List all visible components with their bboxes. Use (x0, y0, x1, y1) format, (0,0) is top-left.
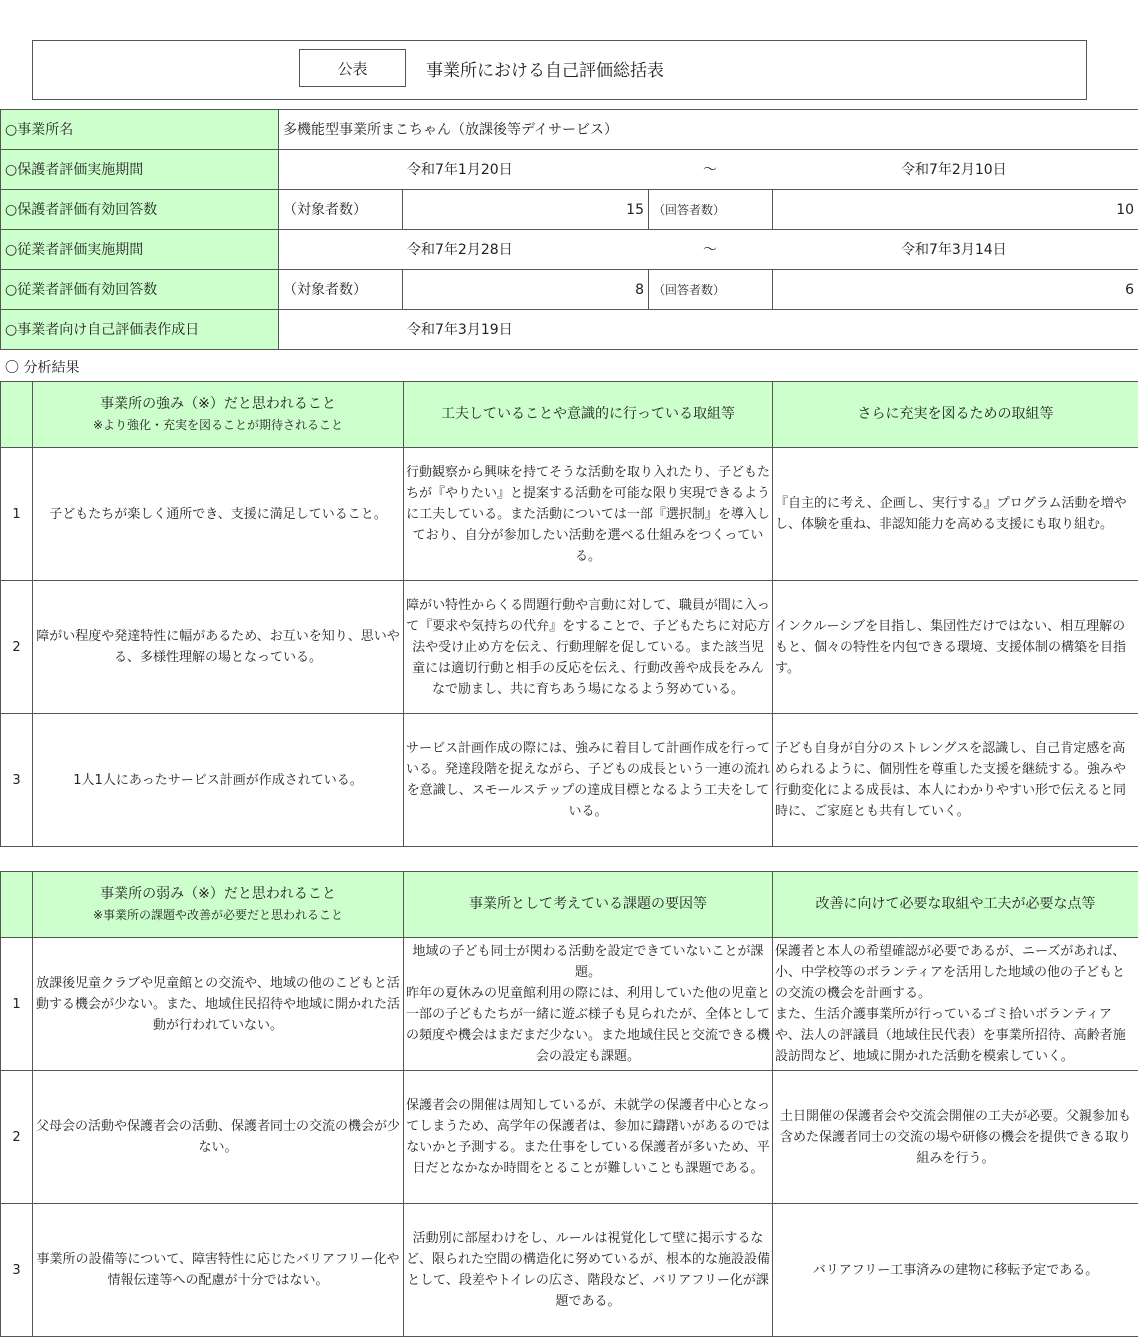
strength-effort: 行動観察から興味を持てそうな活動を取り入れたり、子どもたちが『やりたい』と提案する活動を可能な限り実現できるように工夫している。また活動については一部『選択制』を導入しており、自分が参加したい活動を選べる仕組みをつくっている。 (404, 448, 773, 581)
guardian-period-end: 令和7年2月10日 (901, 161, 1007, 178)
strength-effort: サービス計画作成の際には、強みに着目して計画作成を行っている。発達段階を捉えながら、子どもの成長という一連の流れを意識し、スモールステップの達成目標となるよう工夫をしている。 (404, 714, 773, 847)
row-number: 1 (1, 448, 33, 581)
table-row (1, 714, 1138, 847)
weakness-cause: 活動別に部屋わけをし、ルールは視覚化して壁に掲示するなど、限られた空間の構造化に努めているが、根本的な施設設備として、段差やトイレの広さ、階段など、バリアフリー化が課題である。 (404, 1204, 773, 1337)
strength-item: 1人1人にあったサービス計画が作成されている。 (33, 714, 404, 847)
guardian-period-label: ○保護者評価実施期間 (1, 150, 279, 190)
analysis-label: 〇 分析結果 (5, 360, 80, 376)
weaknesses-header-3: 改善に向けて必要な取組や工夫が必要な点等 (773, 872, 1138, 938)
weaknesses-table (0, 871, 1138, 1337)
strength-effort: 障がい特性からくる問題行動や言動に対して、職員が間に入って『要求や気持ちの代弁』をすることで、子どもたちに対応方法や受け止め方を伝え、行動理解を促している。また該当児童には適切行動と相手の反応を伝え、行動改善や成長をみんなで励まし、共に育ちあう場になるよう努めている。 (404, 581, 773, 714)
guardian-target-label: （対象者数） (279, 190, 403, 230)
staff-period (279, 230, 1138, 270)
weakness-improve: バリアフリー工事済みの建物に移転予定である。 (773, 1204, 1138, 1337)
guardian-resp-label: （回答者数） (649, 190, 773, 230)
weakness-item: 父母会の活動や保護者会の活動、保護者同士の交流の機会が少ない。 (33, 1071, 404, 1204)
table-row (1, 581, 1138, 714)
table-row (1, 448, 1138, 581)
staff-count-label: ○従業者評価有効回答数 (1, 270, 279, 310)
staff-period-label: ○従業者評価実施期間 (1, 230, 279, 270)
weakness-cause: 地域の子ども同士が関わる活動を設定できていないことが課題。 昨年の夏休みの児童館利用の際には、利用していた他の児童と一部の子どもたちが一緒に遊ぶ様子も見られたが、全体としての頻度や機会はまだまだ少ない。また地域住民と交流できる機会の設定も課題。 (404, 938, 773, 1071)
strength-item: 子どもたちが楽しく通所でき、支援に満足していること。 (33, 448, 404, 581)
strength-next: 子ども自身が自分のストレングスを認識し、自己肯定感を高められるように、個別性を尊重した支援を継続する。強みや行動変化による成長は、本人にわかりやすい形で伝えると同時に、ご家庭とも共有していく。 (773, 714, 1138, 847)
guardian-period (279, 150, 1138, 190)
guardian-period-tilde: ～ (703, 161, 717, 178)
staff-period-end: 令和7年3月14日 (901, 241, 1007, 258)
strengths-header-1-title: 事業所の強み（※）だと思われること (100, 395, 336, 412)
office-name-label: ○事業所名 (1, 110, 279, 150)
created-label: ○事業者向け自己評価表作成日 (1, 310, 279, 350)
weaknesses-header-2: 事業所として考えている課題の要因等 (404, 872, 773, 938)
info-table (0, 109, 1138, 350)
weakness-improve: 保護者と本人の希望確認が必要であるが、ニーズがあれば、小、中学校等のボランティアを活用した地域の他の子どもとの交流の機会を計画する。 また、生活介護事業所が行っているゴミ拾いボランティアや、法人の評議員（地域住民代表）を事業所招待、高齢者施設訪問など、地域に開かれた活動を模索していく。 (773, 938, 1138, 1071)
staff-target: 8 (403, 270, 649, 310)
weaknesses-corner (1, 872, 33, 938)
row-number: 1 (1, 938, 33, 1071)
row-number: 3 (1, 714, 33, 847)
table-row (1, 1204, 1138, 1337)
strength-item: 障がい程度や発達特性に幅があるため、お互いを知り、思いやる、多様性理解の場となっている。 (33, 581, 404, 714)
guardian-period-start: 令和7年1月20日 (407, 161, 513, 178)
staff-period-tilde: ～ (703, 241, 717, 258)
weaknesses-header-1-sub: ※事業所の課題や改善が必要だと思われること (92, 907, 344, 922)
weaknesses-header-1 (33, 872, 404, 938)
weakness-cause: 保護者会の開催は周知しているが、未就学の保護者中心となってしまうため、高学年の保護者は、参加に躊躇いがあるのではないかと予測する。また仕事をしている保護者が多いため、平日だとなかなか時間をとることが難しいことも課題である。 (404, 1071, 773, 1204)
guardian-count-label: ○保護者評価有効回答数 (1, 190, 279, 230)
weaknesses-header-1-title: 事業所の弱み（※）だと思われること (100, 885, 336, 902)
strengths-header-1-sub: ※より強化・充実を図ることが期待されること (92, 417, 344, 432)
row-number: 2 (1, 581, 33, 714)
strengths-table (0, 381, 1138, 847)
created-date: 令和7年3月19日 (407, 321, 513, 338)
strength-next: 『自主的に考え、企画し、実行する』プログラム活動を増やし、体験を重ね、非認知能力を高める支援にも取り組む。 (773, 448, 1138, 581)
public-badge: 公表 (299, 49, 406, 87)
guardian-target: 15 (403, 190, 649, 230)
table-row (1, 938, 1138, 1071)
weakness-item: 事業所の設備等について、障害特性に応じたバリアフリー化や情報伝達等への配慮が十分ではない。 (33, 1204, 404, 1337)
weakness-item: 放課後児童クラブや児童館との交流や、地域の他のこどもと活動する機会が少ない。また、地域住民招待や地域に開かれた活動が行われていない。 (33, 938, 404, 1071)
guardian-resp: 10 (773, 190, 1138, 230)
weakness-improve: 土日開催の保護者会や交流会開催の工夫が必要。父親参加も含めた保護者同士の交流の場や研修の機会を提供できる取り組みを行う。 (773, 1071, 1138, 1204)
strength-next: インクルーシブを目指し、集団性だけではない、相互理解のもと、個々の特性を内包できる環境、支援体制の構築を目指す。 (773, 581, 1138, 714)
staff-target-label: （対象者数） (279, 270, 403, 310)
row-number: 3 (1, 1204, 33, 1337)
strengths-header-2: 工夫していることや意識的に行っている取組等 (404, 382, 773, 448)
staff-period-start: 令和7年2月28日 (407, 241, 513, 258)
strengths-corner (1, 382, 33, 448)
staff-resp-label: （回答者数） (649, 270, 773, 310)
created-cell (279, 310, 1138, 350)
table-row (1, 1071, 1138, 1204)
page-title: 事業所における自己評価総括表 (426, 60, 664, 81)
row-number: 2 (1, 1071, 33, 1204)
strengths-header-3: さらに充実を図るための取組等 (773, 382, 1138, 448)
staff-resp: 6 (773, 270, 1138, 310)
strengths-header-1 (33, 382, 404, 448)
office-name: 多機能型事業所まこちゃん（放課後等デイサービス） (279, 110, 1138, 150)
